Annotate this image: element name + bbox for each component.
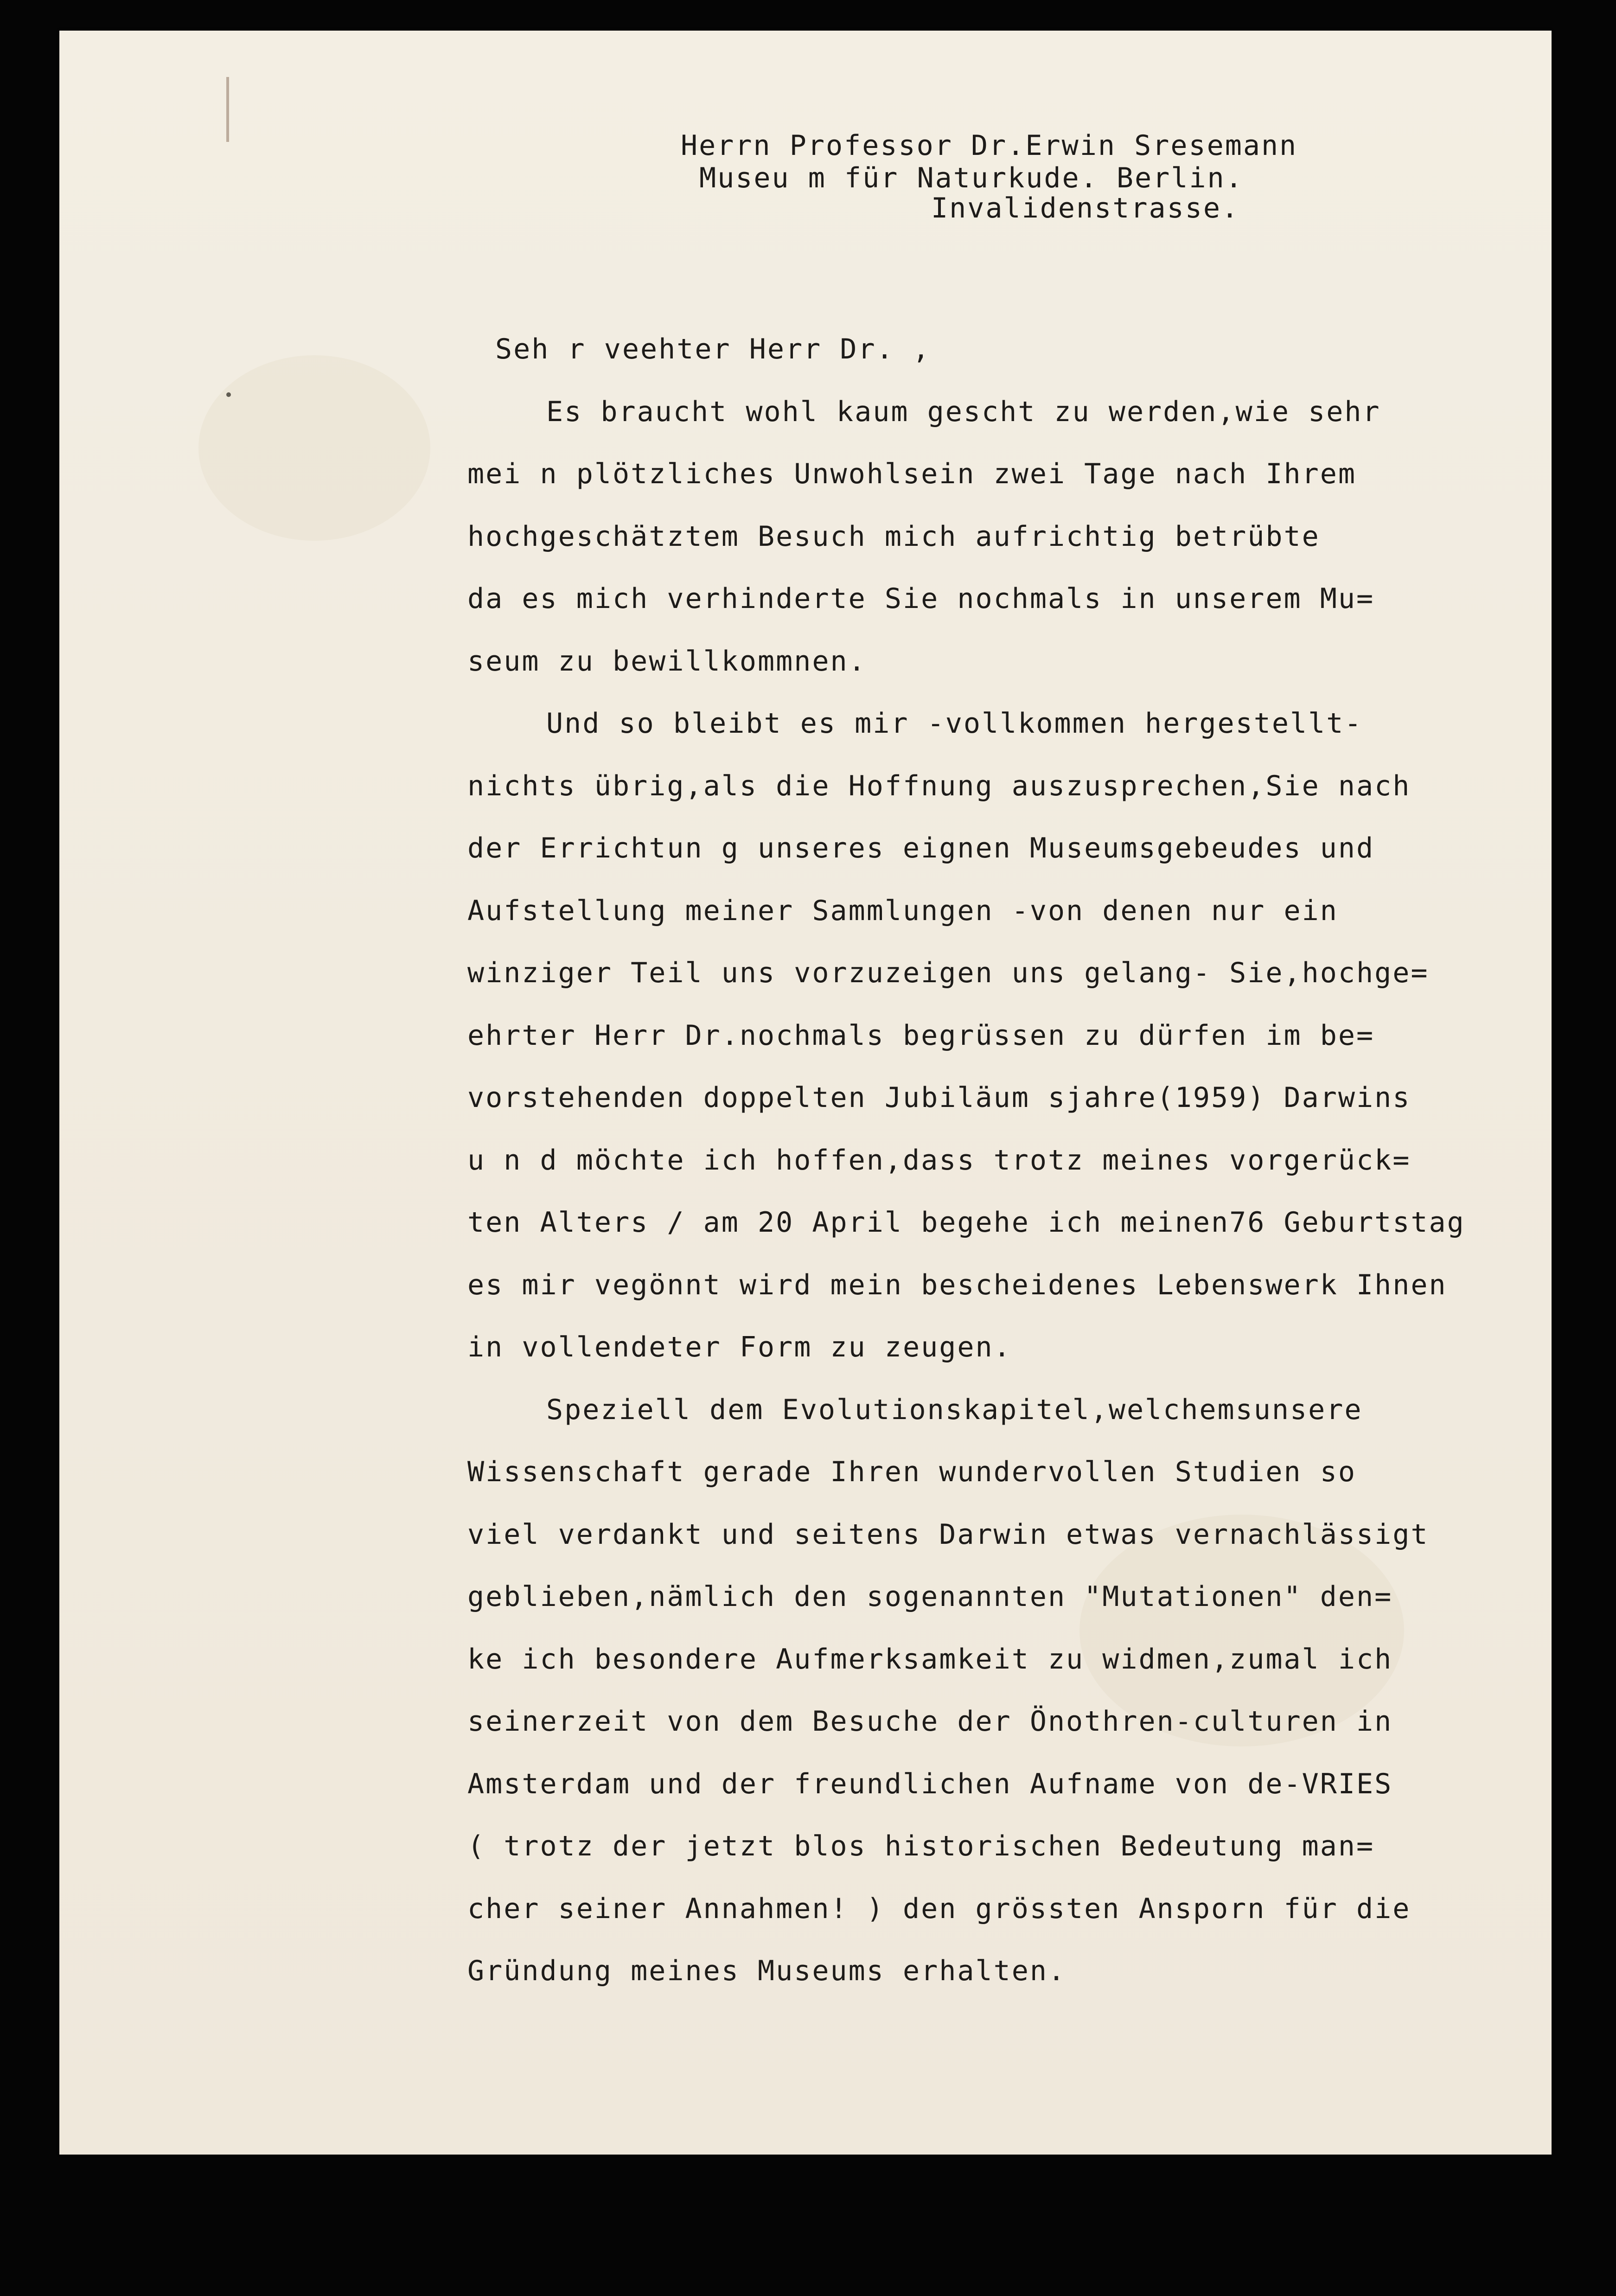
body-line: seum zu bewillkommnen. (467, 645, 867, 678)
body-line: winziger Teil uns vorzuzeigen uns gelang- Sie,hochge= (467, 957, 1429, 989)
body-line: es mir vegönnt wird mein bescheidenes Lebenswerk Ihnen (467, 1268, 1447, 1301)
body-line: cher seiner Annahmen! ) den grössten Ansporn für die (467, 1892, 1411, 1925)
body-line: u n d möchte ich hoffen,dass trotz meines vorgerück= (467, 1144, 1411, 1177)
body-line: Und so bleibt es mir -vollkommen hergestellt- (546, 707, 1363, 740)
body-line: hochgeschätztem Besuch mich aufrichtig betrübte (467, 520, 1320, 553)
paper-sheet (59, 31, 1552, 2155)
body-line: Gründung meines Museums erhalten. (467, 1955, 1067, 1987)
body-line: Speziell dem Evolutionskapitel,welchemsunsere (546, 1393, 1363, 1426)
paper-stain (198, 355, 430, 541)
body-line: Amsterdam und der freundlichen Aufname von de-VRIES (467, 1767, 1393, 1800)
body-line: nichts übrig,als die Hoffnung auszusprechen,Sie nach (467, 769, 1411, 802)
body-line: ke ich besondere Aufmerksamkeit zu widmen,zumal ich (467, 1643, 1393, 1676)
body-line: vorstehenden doppelten Jubiläum sjahre(1959) Darwins (467, 1081, 1411, 1114)
body-line: seinerzeit von dem Besuche der Önothren-culturen in (467, 1705, 1393, 1738)
body-line: ten Alters / am 20 April begehe ich meinen76 Geburtstag (467, 1206, 1465, 1239)
margin-mark (226, 77, 229, 142)
body-line: ehrter Herr Dr.nochmals begrüssen zu dürfen im be= (467, 1019, 1375, 1052)
body-line: in vollendeter Form zu zeugen. (467, 1331, 1012, 1363)
address-line-2: Museu m für Naturkude. Berlin. (699, 162, 1244, 194)
address-line-3: Invalidenstrasse. (931, 192, 1240, 224)
letter-body (467, 318, 1580, 2002)
salutation: Seh r veehter Herr Dr. , (495, 333, 931, 365)
address-line-1: Herrn Professor Dr.Erwin Sresemann (681, 129, 1298, 162)
body-line: Es braucht wohl kaum gescht zu werden,wie sehr (546, 395, 1381, 428)
body-line: Aufstellung meiner Sammlungen -von denen nur ein (467, 894, 1338, 927)
body-line: ( trotz der jetzt blos historischen Bedeutung man= (467, 1830, 1375, 1862)
body-line: viel verdankt und seitens Darwin etwas vernachlässigt (467, 1518, 1429, 1551)
body-line: geblieben,nämlich den sogenannten "Mutationen" den= (467, 1580, 1393, 1613)
body-line: mei n plötzliches Unwohlsein zwei Tage nach Ihrem (467, 458, 1357, 490)
body-line: Wissenschaft gerade Ihren wundervollen Studien so (467, 1456, 1357, 1488)
body-line: da es mich verhinderte Sie nochmals in unserem Mu= (467, 582, 1375, 615)
body-line: der Errichtun g unseres eignen Museumsgebeudes und (467, 832, 1375, 864)
